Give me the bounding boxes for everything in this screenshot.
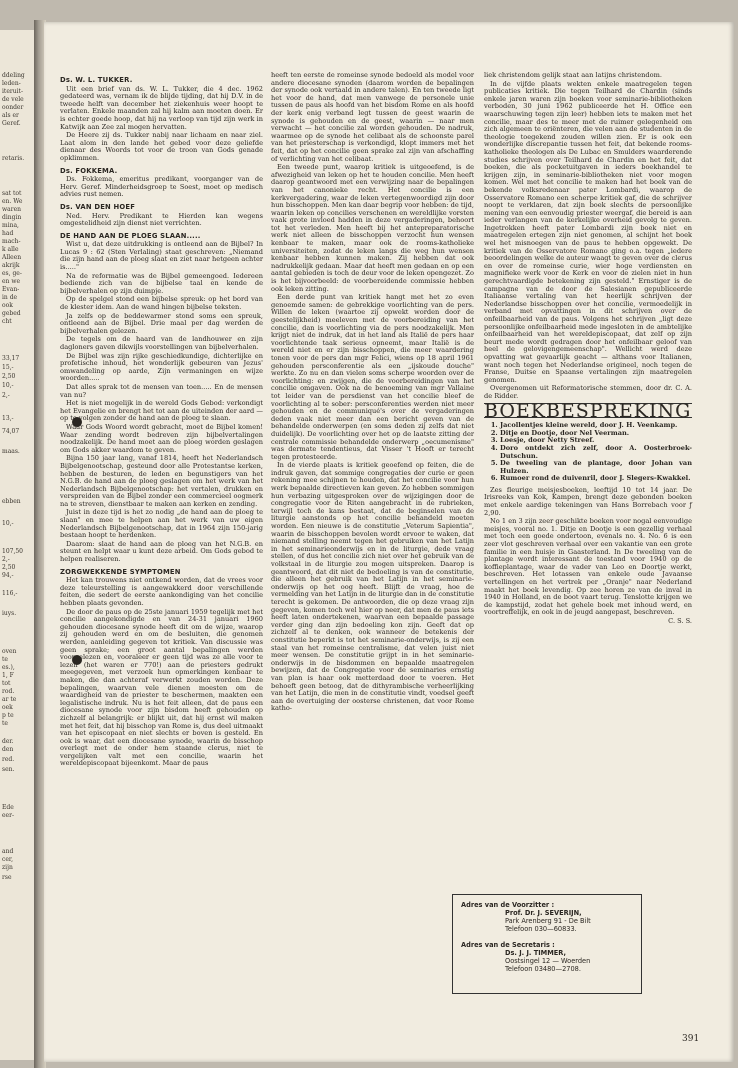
- margin-fragment: 2,-: [2, 392, 10, 399]
- list-item: 6. Rumoer rond de duivenril, door J. Slegers-Kwakkel.: [500, 475, 692, 483]
- voorzitter-street: Park Arenberg 91 - De Bilt: [505, 917, 591, 925]
- margin-fragment: leden-: [2, 80, 21, 87]
- margin-fragment: oonder: [2, 104, 24, 111]
- margin-fragment: retaris.: [2, 155, 25, 162]
- margin-fragment: te: [2, 656, 8, 663]
- margin-fragment: als er: [2, 112, 19, 119]
- voorzitter-phone: Telefoon 030—60833.: [505, 925, 577, 933]
- paragraph: Wist u, dat deze uitdrukking is ontleend aan de Bijbel? In Lucas 9 : 62 (Sten Verlaling) staat geschreven: „Niemand die zijn hand aan de ploeg slaat en ziet naar hetgeen achter is.....": [60, 240, 263, 272]
- paragraph: Overgenomen uit Reformatorische stemmen, door dr. C. A. de Ridder.: [484, 384, 692, 400]
- margin-fragment: 10,-: [2, 382, 14, 389]
- paragraph: Het kan trouwens niet ontkend worden, dat de vrees voor deze teleurstelling is aangewakkerd door verschillende feiten, die sedert de eerste aankondiging van het concilie hebben plaats gevonden.: [60, 576, 263, 607]
- margin-fragment: cht: [2, 318, 12, 325]
- paragraph: Waar Gods Woord wordt gebracht, moet de Bijbel komen! Waar zending wordt bedreven zijn bijbelvertalingen noodzakelijk. De hand moet aan de ploeg worden geslagen om Gods akker waardom te geven.: [60, 422, 263, 454]
- page-number: 391: [682, 1034, 700, 1044]
- margin-fragment: iteruit-: [2, 88, 23, 95]
- paragraph: Uit een brief van ds. W. L. Tukker, die 4 dec. 1962 gedateerd was, vernam ik de blijde tijding, dat hij D.V. in de tweede helft van december het ziekenhuis weer hoopt te verlaten. Enkele maanden zal hij kalm aan moeten doen. Er is echter goede hoop, dat hij na verloop van tijd zijn werk in Katwijk aan Zee zal mogen hervatten.: [60, 84, 263, 131]
- heading-fokkema: Ds. FOKKEMA.: [60, 166, 118, 175]
- margin-fragment: 10,-: [2, 520, 14, 527]
- margin-fragment: der.: [2, 738, 14, 745]
- paragraph: In de vierde plaats is kritiek geoefend op feiten, die de indruk gaven, dat sommige congregaties der curie er geen rekening mee schijnen te houden, dat het concilie voor hun werk bepaalde directieven kan geven. Zo hebben sommigen hun verbazing uitgesproken over de wijzigingen door de congregatie voor de Riten aangebracht in de rubrieken, terwijl toch de kans bestaat, dat de beginselen van de liturgie aanstonds op het concilie behandeld moeten worden. Een nieuwe is de constitutie „Veterum Sapientia", waarin de bisschoppen bevolen wordt ervoor te waken, dat niemand stelling neemt tegen het gebruiken van het Latijn in het seminarieonderwijs en in de liturgie, dede vraag stellen, of dus het concilie zich niet over het gebruik van de volkstaal in de liturgie zou mogen uitspreken. Daarop is geantwoord, dat dit niet de bedoeling is van de constitutie, die alleen het gebruik van het Latijn in het seminarie-onderwijs op het oog heeft. Blijft de vraag, hoe de vermelding van het Latijn in de liturgie dan in de constitutie terecht is gekomen. De antwoorden, die op deze vraag zijn gegeven, komen toch wel hier op neer, dat men de paus iets heeft laten ondertekenen, waarvan een bepaalde passage verder ging dan zijn bedoeling kon zijn. Geeft dat op zichzelf al te denken, ook wanneer de betekenis der constitutie beperkt is tot het seminarie-onderwijs, is zij een staal van het romeinse centralisme, dat velen juist niet meer wensen. De constitutie grijpt in in het seminarie-onderwijs in de bisdommen en bepaalde maatregelen bewijzen, dat de Congregatie voor de seminaries ernstig van plan is haar ook metterdaad door te voeren. Het behoeft geen betoog, dat de dithyrambische verheerlijking van het Latijn, die men in de constitutie vindt, voedsel geeft aan de overtuiging der oosterse christenen, dat voor Rome katho-: [271, 461, 474, 713]
- margin-fragment: ook: [2, 302, 13, 309]
- margin-fragment: 2,50: [2, 373, 16, 380]
- margin-fragment: ar te: [2, 696, 17, 703]
- paragraph: Een derde punt van kritiek hangt met het zo even genoemde samen: de gebrekkige voorlichting van de pers. Willen de leken (waartoe zij opwekt worden door de geestelijkheid) meeleven met de voorbereiding van het concilie, dan is voorlichting via de pers noodzakelijk. Men krijgt niet de indruk, dat in het land als Italië de pers haar voorlichtende taak serieus opneemt, maar Italië is de wereld niet en er zijn bisschoppen, die meer waardering tonen voor de pers dan mgr Felici, wiens op 18 april 1961 gehouden persconferentie als een „ijskoude douche" werkte. Zo nu en dan vielen soms scherpe woorden over de voorlichting: en zwijgen, die de voorbereidingen van het concilie omgaven. Ook na de benoeming van mgr Vallaine tot leider van de persdienst van het concilie bleef de voorlichting al te sober: persconferenties werden niet meer gehouden en de communiqué's over de vergaderingen deden vaak niet meer dan een bericht geven van de behandelde onderwerpen (en soms deden zij zelfs dat niet duidelijk). De voorlichting over het op de laatste zitting der centrale commissie behandelde onderwerp „oecumenisme" was dermate tendentieus, dat Visser 't Hooft er terecht tegen protesteerde.: [271, 293, 474, 461]
- section-title-boekbespreking: BOEKBESPREKING: [484, 399, 692, 422]
- margin-fragment: en we: [2, 278, 21, 285]
- list-item: 1. Jacollentjes kleine wereld, door J. H. Veenkamp.: [500, 422, 692, 430]
- margin-fragment: 2,-: [2, 556, 10, 563]
- heading-tukker: Ds. W. L. TUKKER.: [60, 76, 133, 84]
- margin-fragment: 107,50: [2, 548, 23, 555]
- margin-fragment: in de: [2, 294, 18, 301]
- paragraph: heeft ten eerste de romeinse synode bedoeld als model voor andere diocesane synoden (daarom worden de bepalingen der synode ook vertaald in andere talen). En ten tweede ligt het voor de hand, dat men vanwege de personele unie tussen de paus als hoofd van het bisdom Rome en als hoofd der kerk enig verband legt tussen de geest waarin de synode is gehouden en de geest, waarin — naar men verwacht — het concilie zal worden gehouden. De nadruk, waarmee op de synode het celibaat als de schoonste parel van het priesterschap is verkondigd, klopt immers met het feit, dat op het concilie geen sprake zal zijn van afschaffing of verlichting van het celibaat.: [271, 71, 474, 163]
- margin-fragment: Evan-: [2, 286, 20, 293]
- margin-fragment: had: [2, 230, 14, 237]
- margin-fragment: ddeling: [2, 72, 25, 79]
- address-box: [452, 894, 642, 994]
- signature-initials: C. S. S.: [668, 616, 692, 625]
- margin-fragment: p te: [2, 712, 14, 719]
- margin-fragment: de vele: [2, 96, 24, 103]
- paragraph: De Heere zij ds. Tukker nabij naar lichaam en naar ziel. Laat alom in den lande het gebed voor deze geliefde dienaar des Woords tot voor de troon van Gods genade opklimmen.: [60, 131, 263, 162]
- margin-fragment: waren: [2, 206, 21, 213]
- margin-fragment: 13,-: [2, 415, 14, 422]
- margin-fragment: akrijk: [2, 262, 20, 269]
- paragraph: Op de spelgel stond een bijbelse spreuk: op het bord van de klester idem. Aan de wand hingen bijbelse teksten.: [60, 295, 263, 312]
- paragraph: No 1 en 3 zijn zeer geschikte boeken voor nogal eenvoudige meisjes, vooral no. 1. Ditje en Dootje is een gezellig verhaal met toch een goede ondertoon, evenals no. 4. No. 6 is een zeer vlot geschreven verhaal over een vakantie van een grote familie in een huisje in Gaasterland. In De tweeling van de plantage wordt interessant de toestand voor 1940 op de koffieplantage, waar de vader van Leo en Doortje werkt, beschreven. Het lotassen van enkele oude Javaanse vertellingen en het vertrek per „Oranje" naar Nederland maakt het boek levendig. Op zee horen ze van de inval in 1940 in Holland, en de boot vaart terug. Tenslotte krijgen we de kampstijd, zodat het gehele boek met inhoud werd, en voortreffelijk, en ook in de jeugd aangepast, beschreven.: [484, 517, 692, 617]
- paragraph: De Bijbel was zijn rijke geschiedkundige, dichterlijke en profetische inhoud, het wonderlijk gebeuren van Jezus' omwandeling op aarde, Zijn vermaningen en wijze woorden.....: [60, 351, 263, 383]
- heading-van-den-hoef: Ds. VAN DEN HOEF: [60, 202, 136, 211]
- margin-fragment: 116,-: [2, 590, 18, 597]
- margin-fragment: red.: [2, 756, 15, 763]
- left-page-edge: [0, 30, 36, 1060]
- margin-fragment: 1, F: [2, 672, 14, 679]
- margin-fragment: sen.: [2, 766, 15, 773]
- margin-fragment: k alle: [2, 246, 19, 253]
- margin-fragment: te: [2, 720, 8, 727]
- paragraph: In de vijfde plaats wekten enkele maatregelen tegen publicaties kritiek. Die tegen Teilhard de Chardin (sinds enkele jaren waren zijn boeken voor seminarie-bibliotheken verboden, 30 juni 1962 publiceerde het H. Office een waarschuwing tegen zijn leer) hebben iets te maken met het concilie, maar des te meer met de ruimer gelegenheid om zich algemeen te oriënteren, die velen aan de studenten in de theologie toegekend zouden willen zien. Er is ook een wonderlijke discrepantie tussen het feit, dat bekende rooms-katholieke theologen als De Lubac en Smulders waarderende studies schrijven over Teilhard de Chardin en het feit, dat boeken, die als pocketuitgaven in ieders boekhandel te krijgen zijn, in seminarie-bibliotheken niet voor mogen komen. Wel met het concilie te maken had het boek van de bekende volksredenaar pater Lombardi, waarop de Osservatore Romano een scherpe kritiek gaf, die de schrijver noopt te verklaren, dat zijn boek slechts de persoonlijke mening van een eenvoudig priester weergaf, die bereid is aan ieder verlangen van de kerkelijke overheid gevolg te geven. Ingetrokken heeft pater Lombardi zijn boek niet en maatregelen ertegen zijn niet genomen, al schijnt het boek wel het misnoegen van de paus te hebben opgewekt. De kritiek van de Osservatore Romano ging o.a. tegen „iedere beoordelingen welke de auteur waagt te geven over de clerus en over de romeinse curie, wier hoge verdiensten en magnifieke werk voor de Kerk en voor de zielen niet in hun gerechtvaardigde betekening zijn gesteld." Ernstiger is de campagne van de door de Salesianen gepubliceerde Italiaanse vertaling van het heerlijk schrijven der Nederlandse bisschoppen over het concilie, vermoedelijk in verband met opvattingen in dit schrijven over de onfeilbaarheid van de paus. Volgens het schrijven „ligt deze persoonlijke onfeilbaarheid mede ingesloten in de ambtelijke onfeilbaarheid van het wereldepiscopaat, dat zelf op zijn beurt mede wordt gedragen door het onfeilbaar geloof van heel de gelovigengemeenschap". Wellicht werd deze opvatting wat gevaarlijk geacht — althans voor Italianen, want noch tegen het Nederlandse origineel, noch tegen de Franse, Duitse en Spaanse vertalingen zijn maatregelen genomen.: [484, 79, 692, 384]
- paragraph: liek christendom gelijk staat aan latijns christendom.: [484, 71, 662, 79]
- list-item: 5. De tweeling van de plantage, door Johan van Hulzen.: [500, 460, 692, 475]
- margin-fragment: iuys.: [2, 610, 17, 617]
- margin-fragment: mina,: [2, 222, 19, 229]
- margin-fragment: rse: [2, 874, 12, 881]
- list-item: 3. Loesje, door Netty Streef.: [500, 437, 692, 445]
- margin-fragment: and: [2, 848, 14, 855]
- right-page: [44, 22, 734, 1062]
- column-1: [60, 72, 263, 769]
- margin-fragment: dingin: [2, 214, 22, 221]
- margin-fragment: mach-: [2, 238, 21, 245]
- margin-fragment: gebed: [2, 310, 21, 317]
- margin-fragment: zijn: [2, 864, 13, 871]
- margin-fragment: oek: [2, 704, 13, 711]
- paragraph: Ds. Fokkema, emeritus predikant, voorganger van de Herv. Geref. Minderheidsgroep te Soest, moet op medisch advies rust nemen.: [60, 175, 263, 199]
- margin-fragment: Ede: [2, 804, 14, 811]
- margin-fragment: eer-: [2, 812, 14, 819]
- margin-fragment: 33,17: [2, 355, 20, 362]
- paragraph: Het is niet mogelijk in de wereld Gods Gebod: verkondigt het Evangelie en brengt het tot aan de uiteinden der aard — op te volgen zonder de hand aan de ploeg te slaan.: [60, 399, 263, 423]
- margin-fragment: es, ge-: [2, 270, 22, 277]
- list-item: 2. Ditje en Dootje, door Nel Veerman.: [500, 430, 692, 438]
- heading-zorgwekkende: ZORGWEKKENDE SYMPTOMEN: [60, 567, 181, 576]
- secretaris-phone: Telefoon 03480—2708.: [505, 965, 581, 973]
- margin-fragment: 94,-: [2, 572, 14, 579]
- paragraph: Bijna 150 jaar lang, vanaf 1814, heeft het Nederlandsch Bijbelgenootschap, gesteund door alle Protestantse kerken, hebben de besturen, de leden en begunstigers van het N.G.B. de hand aan de ploeg geslagen om het werk van het Nederlandsch Bijbelgenootschap: het vertalen, drukken en verspreiden van de Bijbel zonder een commercieel oogmerk na te streven, dienstbaar te maken aan kerken en zending.: [60, 454, 263, 508]
- margin-fragment: 2,50: [2, 564, 16, 571]
- heading-hand-aan-ploeg: DE HAND AAN DE PLOEG SLAAN.....: [60, 231, 201, 240]
- secretaris-street: Oostsingel 12 — Woerden: [505, 957, 591, 965]
- paragraph: Ja zelfs op de beddewarmer stond soms een spreuk, ontleend aan de Bijbel. Drie maal per dag werden de bijbelverhalen gelezen.: [60, 311, 263, 335]
- book-list: [484, 422, 692, 483]
- paragraph: Ned. Herv. Predikant te Hierden kan wegens omgestelidheid zijn dienst niet verrichten.: [60, 211, 263, 228]
- margin-fragment: Alleen: [2, 254, 22, 261]
- margin-fragment: oven: [2, 648, 17, 655]
- margin-fragment: Geref.: [2, 120, 21, 127]
- margin-fragment: den: [2, 746, 14, 753]
- list-item: 4. Doro ontdekt zich zelf, door A. Oosterbroek-Dutschun.: [500, 445, 692, 460]
- margin-fragment: 15,-: [2, 364, 14, 371]
- margin-fragment: en. We: [2, 198, 23, 205]
- margin-fragment: tot: [2, 680, 11, 687]
- margin-fragment: 74,07: [2, 428, 20, 435]
- column-2: [271, 72, 474, 714]
- paragraph: Zes fleurige meisjesboeken, leeftijd 10 tot 14 jaar. De Irisreeks van Kok, Kampen, brengt deze gebonden boeken met enkele aardige tekeningen van Hans Borrebach voor ƒ 2,90.: [484, 485, 692, 517]
- margin-fragment: cer,: [2, 856, 14, 863]
- paragraph: Een tweede punt, waarop kritiek is uitgeoefend, is de afwezigheid van leken op het te houden concilie. Men heeft daarop geantwoord met een verwijzing naar de bepalingen van het canonieke recht. Het concilie is een kerkvergadering, waar de leken vertegenwoordigd zijn door hun bisschoppen. Men kan daar begrip voor hebben: de tijd, waarin leken op concilies verschenen en wereldlijke vorsten vaak grote invloed hadden in deze vergaderingen, behoort tot het verleden. Men heeft bij het antepreparatorische werk niet alleen de bisschoppen verzocht hun wensen kenbaar te maken, maar ook de rooms-katholieke universiteiten, zodat de leken langs die weg hun wensen kenbaar hebben kunnen maken. Zij hebben dat ook nadrukkelijk gedaan. Maar dat heeft men gedaan en op een aantal gebieden is toch de deur voor de leken opengezet. Zo is het bijvoorbeeld: de voorbereidende commissie hebben ook leken zitting.: [271, 163, 474, 293]
- margin-fragment: sat tot: [2, 190, 22, 197]
- secretaris-label: Adres van de Secretaris :: [461, 941, 555, 949]
- margin-fragment: es.),: [2, 664, 15, 671]
- secretaris-name: Ds. J. J. TIMMER,: [505, 949, 566, 957]
- margin-fragment: maas.: [2, 448, 20, 455]
- paragraph: De door de paus op de 25ste januari 1959 tegelijk met het concilie aangekondigde en van 24-31 januari 1960 gehouden diocesane synode heeft dit om de wijze, waarop zij gehouden werd en om de besluiten, die genomen werden, aanleiding gegeven tot kritiek. Van discussie was geen sprake; een groot aantal bepalingen werden voorgelezen en, vooraleer er geen tijd was ze alle voor te lezen (het waren er 770!) aan de priesters gedrukt meegegeven, met verzoek hun opmerkingen kenbaar te maken, die dan achteraf verwerkt zouden worden. Deze bepalingen, waarvan vele dienen moesten om de waardigheid van de priester te beschermen, maakten een legalistische indruk. Nu is het feit alleen, dat de paus een diocesane synode voor zijn bisdom heeft gehouden op zichzelf al belangrijk: er blijkt uit, dat hij ernst wil maken met het feit, dat hij bisschop van Rome is, dus deel uitmaakt van het episcopaat en niet slechts er boven is gesteld. En ook is waar, dat een diocesane synode, waarin de bisschop overlegt met de onder hem staande clerus, niet te vergelijken valt met een concilie, waarin het wereldepiscopaat bijeenkomt. Maar de paus: [60, 607, 263, 768]
- margin-fragment: rod.: [2, 688, 15, 695]
- paragraph: Na de reformatie was de Bijbel gemeengoed. Iedereen bediende zich van de bijbelse taal en kende de bijbelverhalen op zijn duimpje.: [60, 271, 263, 295]
- paragraph: Dat alles sprak tot de mensen van toen..... En de mensen van nu?: [60, 382, 263, 399]
- paragraph: Daarom: slaat de hand aan de ploeg van het N.G.B. en steunt en helpt waar u kunt deze arbeid. Om Gods gebod te helpen realiseren.: [60, 539, 263, 564]
- column-3: [484, 72, 692, 627]
- paragraph: Juist in deze tijd is het zo nodig „de hand aan de ploeg te slaan" en mee te helpen aan het werk van uw eigen Nederlandsch Bijbelgenootschap, dat in 1964 zijn 150-jarig bestaan hoopt te herdenken.: [60, 508, 263, 540]
- voorzitter-name: Prof. Dr. J. SEVERIJN,: [505, 909, 582, 917]
- paragraph: De tegels om de haard van de landhouwer en zijn dagloners gaven dikwijls voorstellingen van bijbelverhalen.: [60, 335, 263, 351]
- margin-fragment: ebben: [2, 498, 21, 505]
- voorzitter-label: Adres van de Voorzitter :: [461, 901, 555, 909]
